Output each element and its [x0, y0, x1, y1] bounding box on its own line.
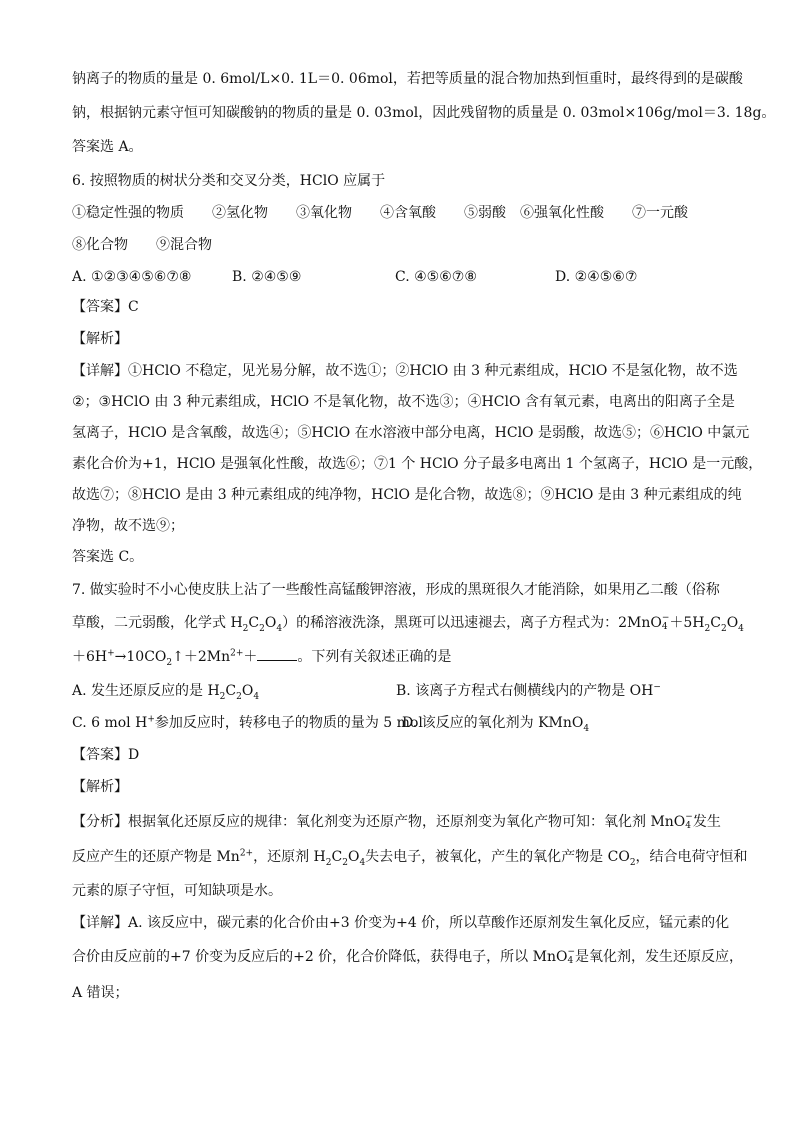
detail-line: 合价由反应前的+7 价变为反应后的+2 价，化合价降低，获得电子，所以 MnO− 4 是氧化剂，发生还原反应， [72, 947, 744, 966]
question-6-stem: 6. 按照物质的树状分类和交叉分类，HClO 应属于 [72, 173, 386, 189]
option-a: A. 发生还原反应的是 $H_2C_2O_4$ [72, 683, 260, 702]
answer-blank [257, 648, 297, 661]
answer-line [72, 298, 732, 316]
conclusion-line: 答案选 C。 [72, 549, 144, 565]
detail-line: 【详解】A. 该反应中，碳元素的化合价由+3 价变为+4 价，所以草酸作还原剂发生氧化反应，锰元素的化 [72, 915, 730, 931]
option-c: C. 6 mol H+参加反应时，转移电子的物质的量为 5 mol [72, 714, 423, 731]
option-b: B. 该离子方程式右侧横线内的产物是 OH− [396, 682, 661, 699]
question-7-stem: $+6H^+\to 10CO_2↑+2Mn^{2+}+$ 。下列有关叙述正确的是 [72, 648, 452, 668]
detail-line: ②；③HClO 由 3 种元素组成，HClO 不是氧化物，故不选③；④HClO 含有氧元素，电离出的阳离子全是 [72, 394, 735, 410]
detail-line: 素化合价为+1，HClO 是强氧化性酸，故选⑥；⑦1 个 HClO 分子最多电离出 1 个氢离子，HClO 是一元酸， [72, 456, 763, 472]
text-line: 钠离子的物质的量是 0. 6mol/L×0. 1L＝0. 06mol，若把等质量的混合物加热到恒重时，最终得到的是碳酸 [72, 71, 743, 87]
option-d: D. 该反应的氧化剂为 KMnO$_4$ [402, 715, 590, 734]
option-d: D. ②④⑤⑥⑦ [555, 269, 638, 285]
text-line: 钠，根据钠元素守恒可知碳酸钠的物质的量是 0. 03mol，因此残留物的质量是 0. 03mol×106g/mol＝3. 18g。 [72, 105, 776, 121]
detail-line: 【详解】①HClO 不稳定，见光易分解，故不选①；②HClO 由 3 种元素组成，HClO 不是氢化物，故不选 [72, 363, 738, 379]
analysis-line: 【分析】根据氧化还原反应的规律：氧化剂变为还原产物，还原剂变为氧化产物可知：氧化剂 MnO− 4 发生 [72, 812, 721, 831]
text-line: 答案选 A。 [72, 139, 143, 155]
answer-line [72, 746, 732, 764]
question-6-items: ①稳定性强的物质 ②氢化物 ③氧化物 ④含氧酸 ⑤弱酸 ⑥强氧化性酸 ⑦一元酸 [72, 205, 688, 221]
answer-tag: 【答案】 [72, 299, 128, 315]
option-a: A. ①②③④⑤⑥⑦⑧ [72, 269, 192, 285]
detail-line: 氢离子，HClO 是含氧酸，故选④；⑤HClO 在水溶液中部分电离，HClO 是弱酸，故选⑤；⑥HClO 中氯元 [72, 425, 750, 441]
answer-tag: 【答案】 [72, 747, 128, 763]
answer-value: D [128, 747, 140, 763]
detail-line: 净物，故不选⑨； [72, 518, 184, 534]
question-7-stem: 草酸，二元弱酸，化学式 $H_2C_2O_4$）的稀溶液洗涤，黑斑可以迅速褪去，离子方程式为：2MnO− $4 +5H_2C_2O_4$ [72, 613, 744, 634]
analysis-tag: 【解析】 [72, 779, 128, 795]
analysis-line: 反应产生的还原产物是 $Mn^{2+}$，还原剂 $H_2C_2O_4$失去电子，被氧化，产生的氧化产物是 $CO_2$，结合电荷守恒和 [72, 848, 748, 868]
detail-line: A 错误； [72, 985, 129, 1001]
detail-line: 故选⑦；⑧HClO 是由 3 种元素组成的纯净物，HClO 是化合物，故选⑧；⑨HClO 是由 3 种元素组成的纯 [72, 487, 742, 503]
question-7-stem: 7. 做实验时不小心使皮肤上沾了一些酸性高锰酸钾溶液，形成的黑斑很久才能消除，如果用乙二酸（俗称 [72, 582, 720, 598]
option-b: B. ②④⑤⑨ [232, 269, 302, 285]
answer-value: C [128, 299, 139, 315]
analysis-tag: 【解析】 [72, 331, 128, 347]
option-c: C. ④⑤⑥⑦⑧ [395, 269, 477, 285]
analysis-line: 元素的原子守恒，可知缺项是水。 [72, 883, 282, 899]
question-6-items: ⑧化合物 ⑨混合物 [72, 237, 212, 253]
